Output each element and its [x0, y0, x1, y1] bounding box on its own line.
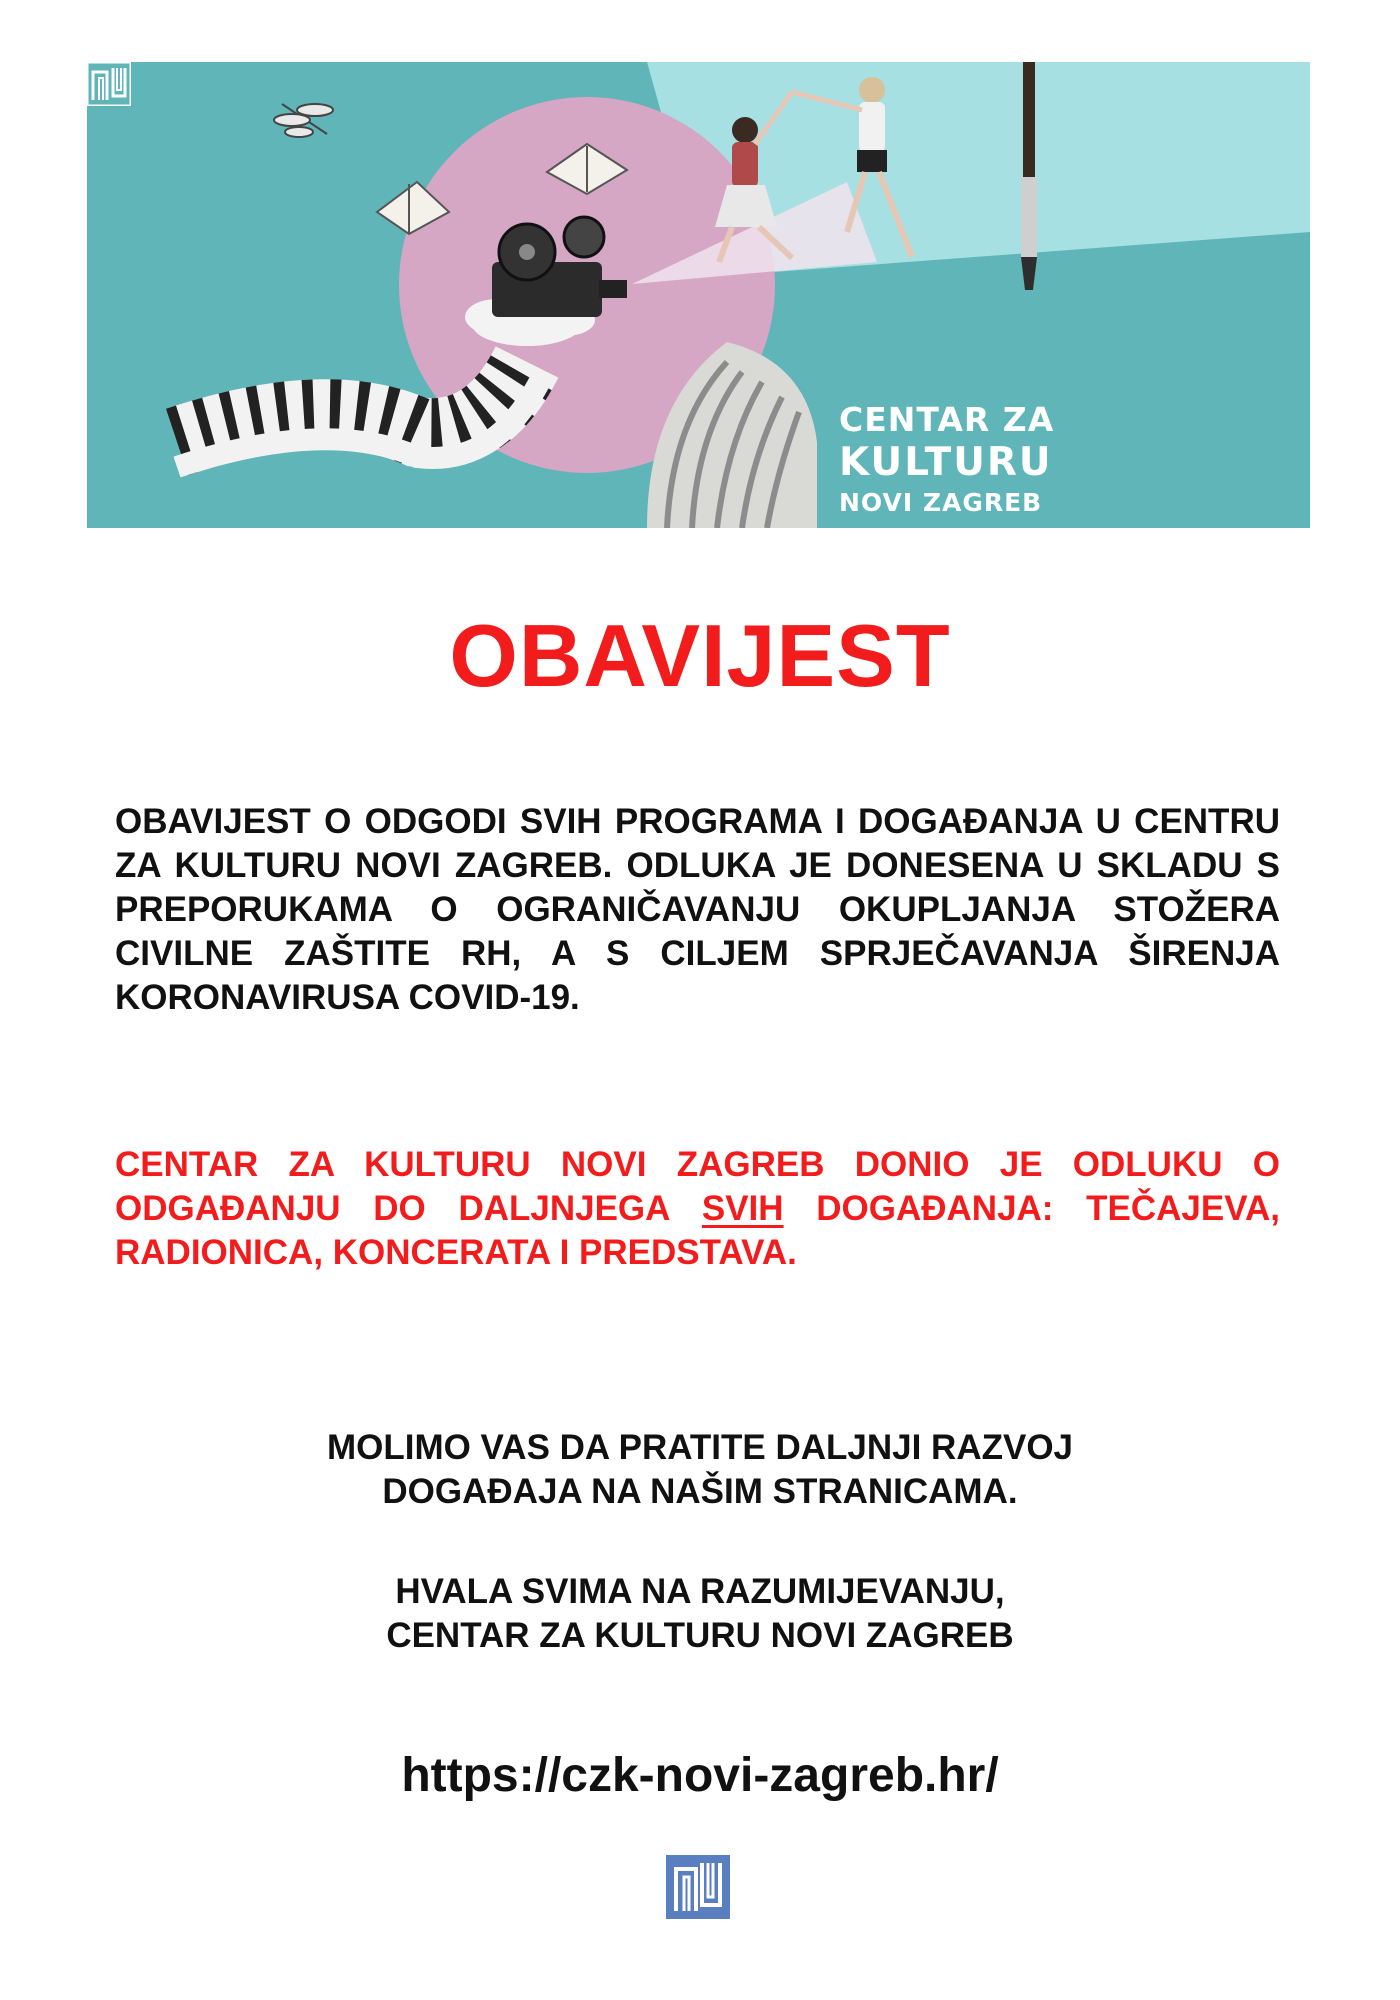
decision-text-after: DOGAĐANJA: TEČAJEVA, RADIONICA, KONCERATA I PREDSTAVA. [115, 1189, 1280, 1272]
decision-text-before: CENTAR ZA KULTURU NOVI ZAGREB DONIO JE ODLUKU O ODGAĐANJU DO DALJNJEGA [115, 1145, 1280, 1228]
logo-text-line1: CENTAR ZA [839, 400, 1055, 439]
follow-notice [0, 1426, 1400, 1514]
notice-paragraph: OBAVIJEST O ODGODI SVIH PROGRAMA I DOGAĐANJA U CENTRU ZA KULTURU NOVI ZAGREB. ODLUKA JE DONESENA U SKLADU S PREPORUKAMA O OGRANIČAVANJU OKUPLJANJA STOŽERA CIVILNE ZAŠTITE RH, A S CILJEM SPRJEČAVANJA ŠIRENJA KORONAVIRUSA COVID-19. [115, 802, 1280, 1017]
decision-text-underlined: SVIH [701, 1189, 784, 1228]
paintbrush-icon [1021, 62, 1037, 290]
czk-logo-icon [87, 62, 131, 106]
header-banner [87, 62, 1310, 528]
follow-notice-line2: DOGAĐAJA NA NAŠIM STRANICAMA. [382, 1472, 1018, 1511]
logo-text-line2: KULTURU [839, 440, 1053, 485]
signoff-line1: HVALA SVIMA NA RAZUMIJEVANJU, [395, 1572, 1005, 1611]
logo-text-line3: NOVI ZAGREB [839, 488, 1043, 517]
collage-illustration [87, 62, 1310, 528]
website-link[interactable]: https://czk-novi-zagreb.hr/ [401, 1749, 999, 1802]
signoff-line2: CENTAR ZA KULTURU NOVI ZAGREB [386, 1616, 1014, 1655]
signoff [0, 1570, 1400, 1658]
follow-notice-line1: MOLIMO VAS DA PRATITE DALJNJI RAZVOJ [326, 1428, 1074, 1467]
page-title: OBAVIJEST [449, 606, 951, 705]
decision-paragraph [115, 1143, 1280, 1275]
czk-footer-logo-icon [666, 1855, 730, 1919]
